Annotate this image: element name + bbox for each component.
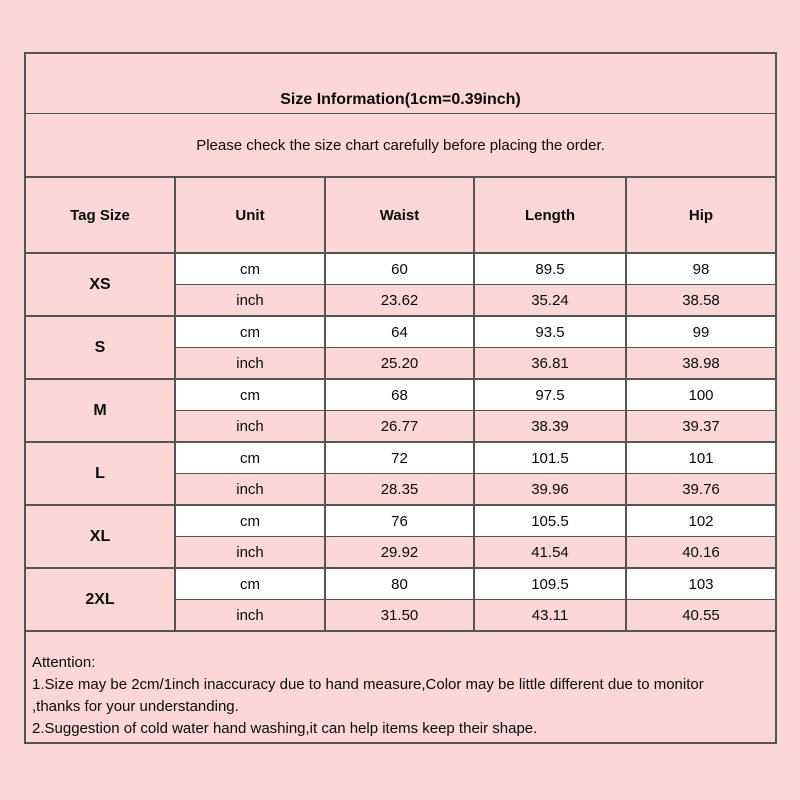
hip-cm-value: 103 bbox=[688, 575, 714, 593]
waist-cm-value: 60 bbox=[326, 254, 475, 284]
hip-cm-value: 100 bbox=[688, 386, 714, 404]
hip-inch-value: 38.98 bbox=[682, 354, 720, 372]
hip-cm-value: 99 bbox=[692, 323, 710, 341]
length-inch-value: 36.81 bbox=[475, 348, 627, 378]
size-block bbox=[26, 443, 775, 506]
table-header-row bbox=[26, 178, 775, 254]
size-block bbox=[26, 317, 775, 380]
waist-cm-value: 80 bbox=[326, 569, 475, 599]
tag-size-cell: 2XL bbox=[26, 569, 176, 630]
waist-inch-value: 29.92 bbox=[326, 537, 475, 567]
unit-label-inch: inch bbox=[176, 285, 326, 315]
cm-row bbox=[176, 443, 775, 474]
tag-size-cell: XL bbox=[26, 506, 176, 567]
waist-cm-value: 64 bbox=[326, 317, 475, 347]
unit-label-inch: inch bbox=[176, 537, 326, 567]
cm-row bbox=[176, 317, 775, 348]
unit-label-cm: cm bbox=[176, 317, 326, 347]
length-inch-value: 39.96 bbox=[475, 474, 627, 504]
tag-size-cell: XS bbox=[26, 254, 176, 315]
size-block bbox=[26, 506, 775, 569]
size-block bbox=[26, 569, 775, 632]
column-header-tag-size: Tag Size bbox=[26, 178, 176, 252]
size-blocks bbox=[26, 254, 775, 632]
waist-cm-value: 76 bbox=[326, 506, 475, 536]
hip-cm-value: 98 bbox=[692, 260, 710, 278]
attention-line: ,thanks for your understanding. bbox=[32, 698, 239, 715]
inch-row bbox=[176, 537, 775, 567]
length-cm-value: 93.5 bbox=[475, 317, 627, 347]
waist-inch-value: 23.62 bbox=[326, 285, 475, 315]
size-chart-subtitle: Please check the size chart carefully before placing the order. bbox=[26, 114, 775, 178]
unit-label-inch: inch bbox=[176, 600, 326, 630]
hip-inch-value: 38.58 bbox=[682, 291, 720, 309]
tag-size-cell: M bbox=[26, 380, 176, 441]
unit-label-cm: cm bbox=[176, 380, 326, 410]
attention-note bbox=[26, 632, 775, 742]
unit-label-cm: cm bbox=[176, 254, 326, 284]
waist-inch-value: 26.77 bbox=[326, 411, 475, 441]
size-block bbox=[26, 380, 775, 443]
hip-inch-value: 39.37 bbox=[682, 417, 720, 435]
hip-inch-value: 39.76 bbox=[682, 480, 720, 498]
inch-row bbox=[176, 285, 775, 315]
hip-cm-value: 101 bbox=[688, 449, 714, 467]
length-cm-value: 89.5 bbox=[475, 254, 627, 284]
hip-inch-value: 40.55 bbox=[682, 606, 720, 624]
measurement-rows bbox=[176, 443, 775, 504]
column-header-unit: Unit bbox=[176, 178, 326, 252]
cm-row bbox=[176, 254, 775, 285]
size-chart bbox=[24, 52, 777, 744]
column-header-waist: Waist bbox=[326, 178, 475, 252]
measurement-rows bbox=[176, 569, 775, 630]
measurement-rows bbox=[176, 254, 775, 315]
measurement-rows bbox=[176, 380, 775, 441]
unit-label-cm: cm bbox=[176, 443, 326, 473]
tag-size-cell: L bbox=[26, 443, 176, 504]
attention-line: Attention: bbox=[32, 654, 96, 671]
unit-label-inch: inch bbox=[176, 474, 326, 504]
length-inch-value: 38.39 bbox=[475, 411, 627, 441]
hip-inch-value: 40.16 bbox=[682, 543, 720, 561]
length-cm-value: 109.5 bbox=[475, 569, 627, 599]
length-cm-value: 105.5 bbox=[475, 506, 627, 536]
unit-label-cm: cm bbox=[176, 569, 326, 599]
size-block bbox=[26, 254, 775, 317]
waist-cm-value: 68 bbox=[326, 380, 475, 410]
inch-row bbox=[176, 411, 775, 441]
tag-size-cell: S bbox=[26, 317, 176, 378]
attention-line: 2.Suggestion of cold water hand washing,it can help items keep their shape. bbox=[32, 720, 538, 737]
column-header-hip: Hip bbox=[688, 206, 714, 224]
length-cm-value: 97.5 bbox=[475, 380, 627, 410]
measurement-rows bbox=[176, 506, 775, 567]
cm-row bbox=[176, 380, 775, 411]
cm-row bbox=[176, 569, 775, 600]
unit-label-inch: inch bbox=[176, 411, 326, 441]
length-inch-value: 43.11 bbox=[475, 600, 627, 630]
length-cm-value: 101.5 bbox=[475, 443, 627, 473]
unit-label-cm: cm bbox=[176, 506, 326, 536]
cm-row bbox=[176, 506, 775, 537]
waist-inch-value: 25.20 bbox=[326, 348, 475, 378]
measurement-rows bbox=[176, 317, 775, 378]
column-header-length: Length bbox=[475, 178, 627, 252]
unit-label-inch: inch bbox=[176, 348, 326, 378]
inch-row bbox=[176, 600, 775, 630]
waist-cm-value: 72 bbox=[326, 443, 475, 473]
size-chart-title: Size Information(1cm=0.39inch) bbox=[26, 54, 775, 114]
inch-row bbox=[176, 474, 775, 504]
length-inch-value: 41.54 bbox=[475, 537, 627, 567]
hip-cm-value: 102 bbox=[688, 512, 714, 530]
attention-line: 1.Size may be 2cm/1inch inaccuracy due to hand measure,Color may be little different due to monitor bbox=[32, 676, 704, 693]
waist-inch-value: 31.50 bbox=[326, 600, 475, 630]
length-inch-value: 35.24 bbox=[475, 285, 627, 315]
waist-inch-value: 28.35 bbox=[326, 474, 475, 504]
inch-row bbox=[176, 348, 775, 378]
